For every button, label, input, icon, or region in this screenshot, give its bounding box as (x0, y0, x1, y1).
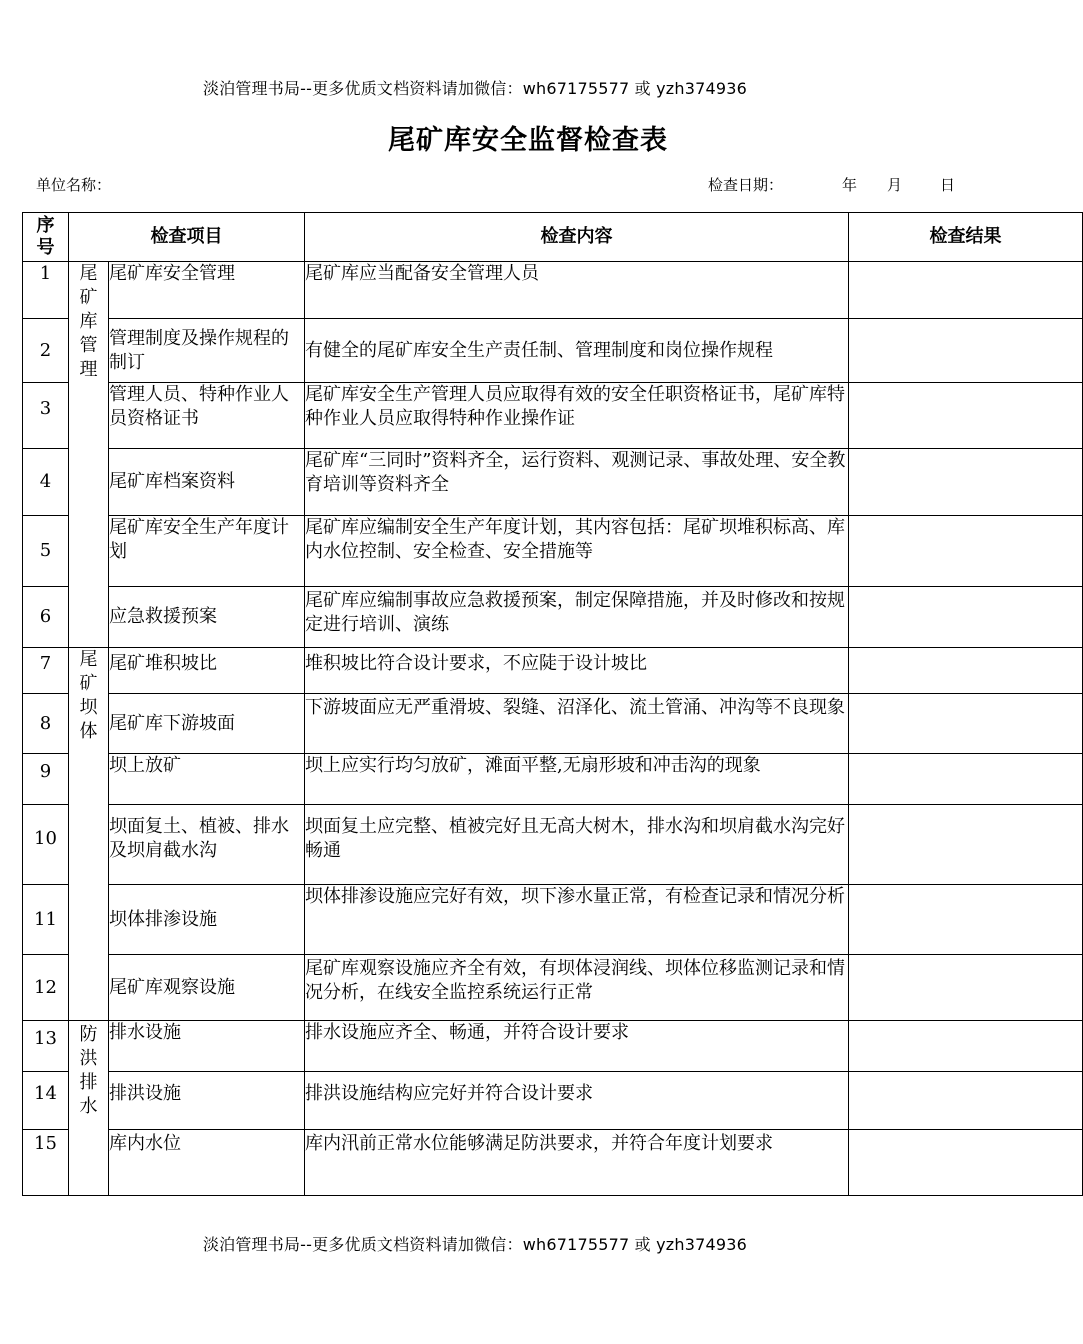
row-number: 15 (23, 1130, 69, 1196)
row-content: 有健全的尾矿库安全生产责任制、管理制度和岗位操作规程 (305, 319, 849, 383)
category-dam: 尾矿坝体 (69, 648, 109, 1021)
row-number: 1 (23, 262, 69, 319)
row-item: 坝体排渗设施 (109, 885, 305, 955)
row-content: 坝体排渗设施应完好有效，坝下渗水量正常，有检查记录和情况分析 (305, 885, 849, 955)
row-content: 尾矿库应当配备安全管理人员 (305, 262, 849, 319)
page-title: 尾矿库安全监督检查表 (388, 125, 668, 156)
table-row (23, 885, 1083, 955)
row-item: 尾矿堆积坡比 (109, 648, 305, 694)
row-number: 8 (23, 694, 69, 754)
table-row (23, 1021, 1083, 1072)
row-result[interactable] (849, 1021, 1083, 1072)
row-item: 管理制度及操作规程的制订 (109, 319, 305, 383)
table-header-row (23, 213, 1083, 262)
row-number: 5 (23, 516, 69, 587)
row-number: 13 (23, 1021, 69, 1072)
row-item: 排水设施 (109, 1021, 305, 1072)
row-number: 14 (23, 1072, 69, 1130)
row-item: 尾矿库观察设施 (109, 955, 305, 1021)
row-item: 尾矿库安全生产年度计划 (109, 516, 305, 587)
header-watermark: 淡泊管理书局--更多优质文档资料请加微信：wh67175577 或 yzh374936 (202, 79, 748, 98)
row-number: 3 (23, 383, 69, 449)
row-item: 坝上放矿 (109, 754, 305, 805)
table-row (23, 754, 1083, 805)
row-content: 堆积坡比符合设计要求，不应陡于设计坡比 (305, 648, 849, 694)
row-item: 排洪设施 (109, 1072, 305, 1130)
row-result[interactable] (849, 805, 1083, 885)
date-label: 检查日期： (708, 176, 784, 194)
table-row (23, 516, 1083, 587)
category-flood: 防洪排水 (69, 1021, 109, 1196)
date-year: 年 (842, 176, 858, 194)
date-month: 月 (887, 176, 903, 194)
row-result[interactable] (849, 754, 1083, 805)
row-result[interactable] (849, 1130, 1083, 1196)
row-result[interactable] (849, 885, 1083, 955)
row-result[interactable] (849, 587, 1083, 648)
row-number: 9 (23, 754, 69, 805)
row-item: 库内水位 (109, 1130, 305, 1196)
row-content: 坝上应实行均匀放矿，滩面平整,无扇形坡和冲击沟的现象 (305, 754, 849, 805)
row-content: 排洪设施结构应完好并符合设计要求 (305, 1072, 849, 1130)
row-result[interactable] (849, 1072, 1083, 1130)
footer-watermark: 淡泊管理书局--更多优质文档资料请加微信：wh67175577 或 yzh374936 (202, 1235, 748, 1254)
header-result: 检查结果 (849, 213, 1083, 262)
row-item: 管理人员、特种作业人员资格证书 (109, 383, 305, 449)
row-number: 11 (23, 885, 69, 955)
row-number: 10 (23, 805, 69, 885)
row-result[interactable] (849, 319, 1083, 383)
row-item: 尾矿库安全管理 (109, 262, 305, 319)
table-row (23, 648, 1083, 694)
row-result[interactable] (849, 383, 1083, 449)
row-content: 尾矿库应编制事故应急救援预案，制定保障措施，并及时修改和按规定进行培训、演练 (305, 587, 849, 648)
row-number: 6 (23, 587, 69, 648)
date-day: 日 (940, 176, 956, 194)
row-content: 坝面复土应完整、植被完好且无高大树木，排水沟和坝肩截水沟完好畅通 (305, 805, 849, 885)
table-row (23, 1072, 1083, 1130)
row-item: 坝面复土、植被、排水及坝肩截水沟 (109, 805, 305, 885)
row-content: 尾矿库安全生产管理人员应取得有效的安全任职资格证书，尾矿库特种作业人员应取得特种作业操作证 (305, 383, 849, 449)
row-result[interactable] (849, 516, 1083, 587)
row-result[interactable] (849, 262, 1083, 319)
category-management: 尾矿库管理 (69, 262, 109, 648)
table-row (23, 694, 1083, 754)
row-content: 尾矿库“三同时”资料齐全，运行资料、观测记录、事故处理、安全教育培训等资料齐全 (305, 449, 849, 516)
table-row (23, 383, 1083, 449)
table-row (23, 449, 1083, 516)
row-number: 12 (23, 955, 69, 1021)
header-seq: 序号 (23, 213, 69, 262)
table-row (23, 262, 1083, 319)
table-row (23, 805, 1083, 885)
inspection-date (708, 174, 955, 195)
unit-name-label: 单位名称： (36, 176, 112, 194)
row-result[interactable] (849, 694, 1083, 754)
table-row (23, 319, 1083, 383)
row-result[interactable] (849, 955, 1083, 1021)
header-item: 检查项目 (69, 213, 305, 262)
inspection-table (22, 212, 1083, 1196)
row-result[interactable] (849, 449, 1083, 516)
row-item: 尾矿库档案资料 (109, 449, 305, 516)
header-content: 检查内容 (305, 213, 849, 262)
row-content: 下游坡面应无严重滑坡、裂缝、沼泽化、流土管涌、冲沟等不良现象 (305, 694, 849, 754)
row-item: 尾矿库下游坡面 (109, 694, 305, 754)
table-row (23, 1130, 1083, 1196)
row-content: 库内汛前正常水位能够满足防洪要求，并符合年度计划要求 (305, 1130, 849, 1196)
row-number: 7 (23, 648, 69, 694)
row-item: 应急救援预案 (109, 587, 305, 648)
row-number: 2 (23, 319, 69, 383)
row-number: 4 (23, 449, 69, 516)
row-content: 排水设施应齐全、畅通，并符合设计要求 (305, 1021, 849, 1072)
row-content: 尾矿库应编制安全生产年度计划，其内容包括：尾矿坝堆积标高、库内水位控制、安全检查、安全措施等 (305, 516, 849, 587)
table-row (23, 587, 1083, 648)
row-result[interactable] (849, 648, 1083, 694)
table-row (23, 955, 1083, 1021)
row-content: 尾矿库观察设施应齐全有效，有坝体浸润线、坝体位移监测记录和情况分析，在线安全监控系统运行正常 (305, 955, 849, 1021)
